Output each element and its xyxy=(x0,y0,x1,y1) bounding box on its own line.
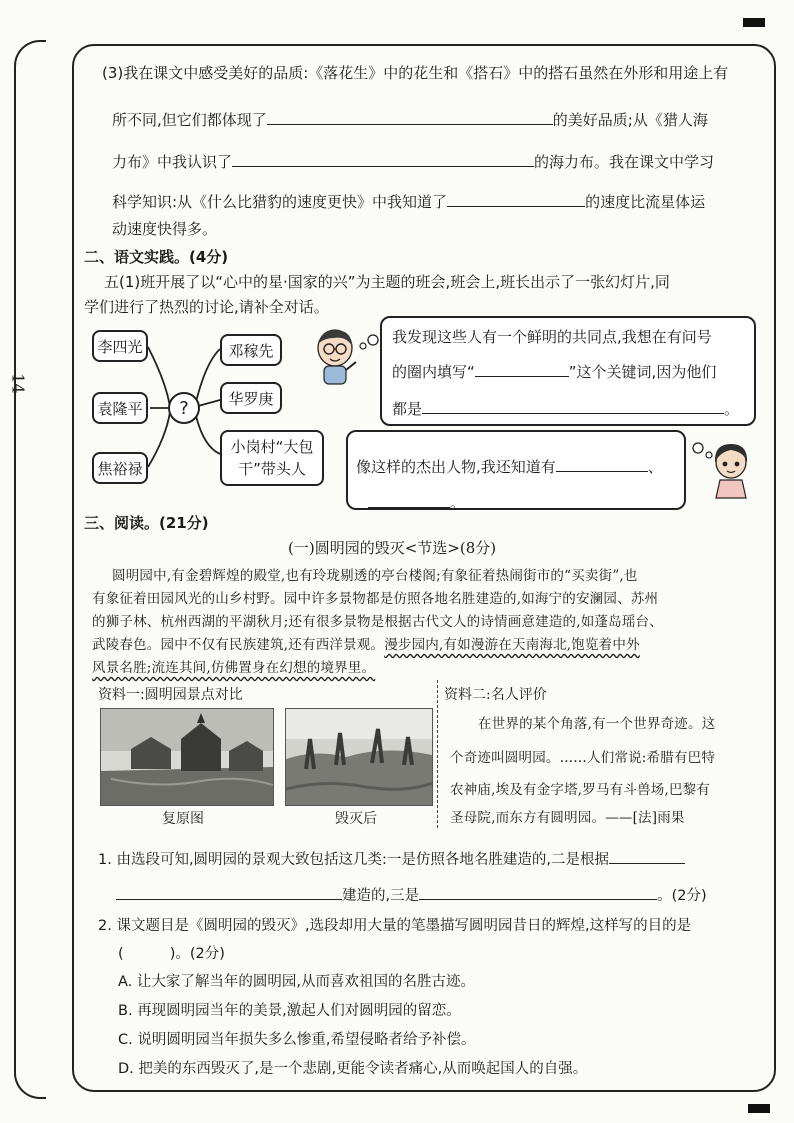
passage-line: 圆明园中,有金碧辉煌的殿堂,也有玲珑剔透的亭台楼阁;有象征着热闹街市的“买卖街”,也 xyxy=(112,568,638,584)
answer-blank[interactable] xyxy=(609,849,685,864)
q1-line1: 1. 由选段可知,圆明园的景观大致包括这几类:一是仿照各地名胜建造的,二是根据 xyxy=(98,848,685,869)
quote-line: 在世界的某个角落,有一个世界奇迹。这 xyxy=(478,716,716,732)
mindmap-node: 华罗庚 xyxy=(220,382,282,414)
mindmap-node: 邓稼先 xyxy=(220,334,282,366)
q2-option-c[interactable]: C. 说明圆明园当年损失多么惨重,希望侵略者给予补偿。 xyxy=(118,1032,476,1048)
wavy-underlined-text: 风景名胜;流连其间,仿佛置身在幻想的境界里。 xyxy=(92,660,376,676)
bubble2-line1: 像这样的杰出人物,我还知道有 、 xyxy=(356,458,663,476)
corner-mark-top xyxy=(743,18,765,27)
quote-line: 圣母院,而东方有圆明园。——[法]雨果 xyxy=(450,810,685,826)
thought-dots xyxy=(356,328,380,352)
answer-blank[interactable] xyxy=(116,885,342,900)
answer-blank[interactable] xyxy=(556,457,648,472)
q2-option-a[interactable]: A. 让大家了解当年的圆明园,从而喜欢祖国的名胜古迹。 xyxy=(118,974,475,990)
section2-heading: 二、语文实践。(4分) xyxy=(84,248,229,266)
passage-line: 有象征着田园风光的山乡村野。园中许多景物都是仿照各地名胜建造的,如海宁的安澜园、苏州 xyxy=(92,591,659,607)
s2-intro1: 五(1)班开展了以“心中的星·国家的兴”为主题的班会,班会上,班长出示了一张幻灯片,同 xyxy=(104,273,670,291)
s1-line5: 动速度快得多。 xyxy=(112,220,218,238)
photo-restored-view xyxy=(100,708,274,806)
wavy-underlined-text: 漫步园内,有如漫游在天南海北,饱览着中外 xyxy=(384,637,640,653)
s1-line1: (3)我在课文中感受美好的品质:《落花生》中的花生和《搭石》中的搭石虽然在外形和用途上有 xyxy=(102,64,729,82)
answer-blank[interactable] xyxy=(422,399,724,414)
q2-option-b[interactable]: B. 再现圆明园当年的美景,激起人们对圆明园的留恋。 xyxy=(118,1003,461,1019)
bubble2-line2: 。 xyxy=(368,492,465,513)
s1-line3: 力布》中我认识了 的海力布。我在课文中学习 xyxy=(112,153,715,171)
mindmap-node: 焦裕禄 xyxy=(92,452,148,484)
page-number: 14 xyxy=(8,373,28,394)
answer-blank[interactable] xyxy=(267,110,553,125)
s1-line4: 科学知识:从《什么比猎豹的速度更快》中我知道了 的速度比流星体运 xyxy=(112,193,706,211)
answer-blank[interactable] xyxy=(475,362,569,377)
material-divider xyxy=(437,680,438,828)
caption-restored: 复原图 xyxy=(162,811,204,827)
mindmap-node: 袁隆平 xyxy=(92,392,148,424)
material1-label: 资料一:圆明园景点对比 xyxy=(98,687,243,703)
passage-line: 的狮子林、杭州西湖的平湖秋月;还有很多景物是根据古代文人的诗情画意建造的,如蓬岛瑶台、 xyxy=(92,614,663,630)
material2-label: 资料二:名人评价 xyxy=(444,687,547,703)
q1-line2: 建造的,三是 。(2分) xyxy=(116,884,707,905)
q2-line1: 2. 课文题目是《圆明园的毁灭》,选段却用大量的笔墨描写圆明园昔日的辉煌,这样写的目的是 xyxy=(98,918,692,934)
mindmap-node: 李四光 xyxy=(92,330,148,362)
binding-bracket xyxy=(14,40,46,1099)
answer-blank[interactable] xyxy=(368,493,450,508)
quote-line: 个奇迹叫圆明园。……人们常说:希腊有巴特 xyxy=(450,750,716,766)
mindmap-center-question[interactable]: ? xyxy=(168,392,200,424)
bubble1-line3: 都是 。 xyxy=(392,400,740,418)
answer-blank[interactable] xyxy=(232,152,534,167)
passage-line: 武陵春色。园中不仅有民族建筑,还有西洋景观。漫步园内,有如漫游在天南海北,饱览着中外 xyxy=(92,637,640,653)
girl-illustration xyxy=(706,440,756,500)
s1-line2: 所不同,但它们都体现了 的美好品质;从《猎人海 xyxy=(112,111,708,129)
corner-mark-bottom xyxy=(748,1104,770,1113)
answer-blank[interactable] xyxy=(419,885,657,900)
s2-intro2: 学们进行了热烈的讨论,请补全对话。 xyxy=(84,298,329,316)
q2-answer-paren[interactable]: ( )。(2分) xyxy=(118,946,225,962)
quote-line: 农神庙,埃及有金字塔,罗马有斗兽场,巴黎有 xyxy=(450,782,711,798)
photo-ruins-view xyxy=(285,708,433,806)
mindmap-node: 小岗村“大包 干”带头人 xyxy=(220,430,324,486)
caption-ruins: 毁灭后 xyxy=(335,811,377,827)
answer-blank[interactable] xyxy=(447,192,585,207)
q2-option-d[interactable]: D. 把美的东西毁灭了,是一个悲剧,更能令读者痛心,从而唤起国人的自强。 xyxy=(118,1061,588,1077)
section3-heading: 三、阅读。(21分) xyxy=(84,514,209,532)
bubble1-line1: 我发现这些人有一个鲜明的共同点,我想在有问号 xyxy=(392,328,712,346)
reading-title: (一)圆明园的毁灭<节选>(8分) xyxy=(288,539,497,557)
bubble1-line2: 的圈内填写“ ”这个关键词,因为他们 xyxy=(392,363,717,381)
